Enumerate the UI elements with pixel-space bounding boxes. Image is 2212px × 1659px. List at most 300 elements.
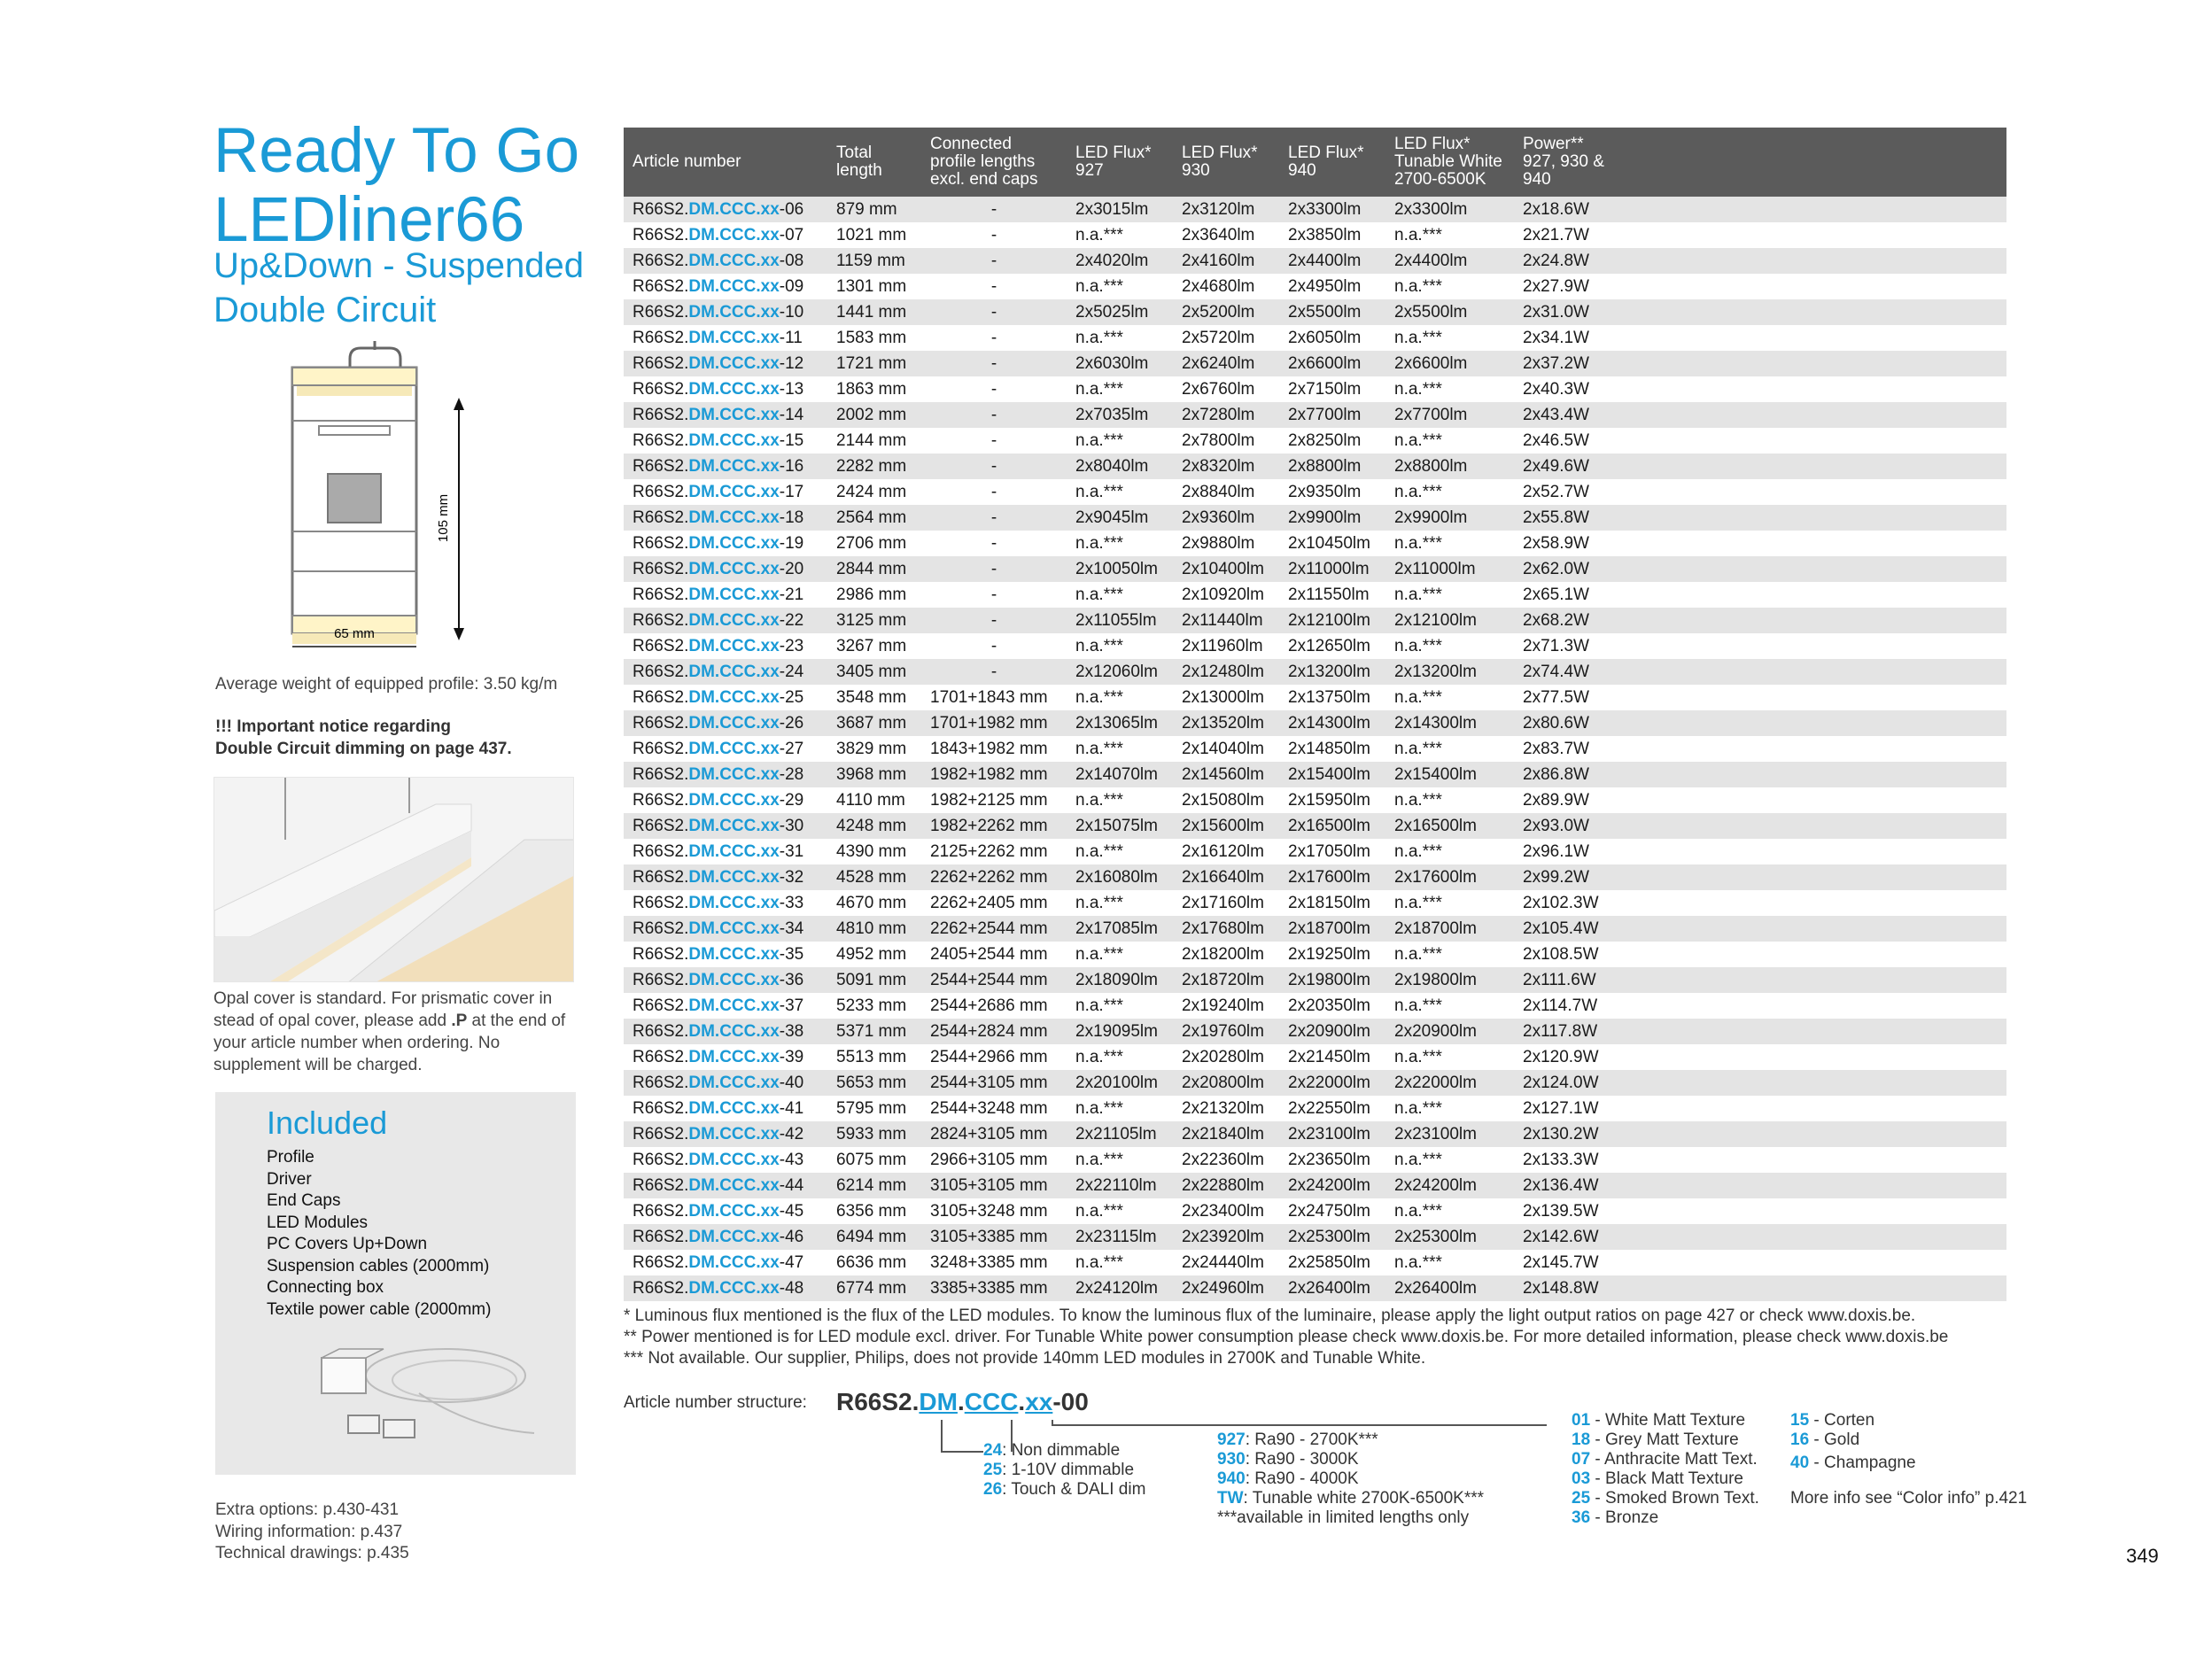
cell-flux-940: 2x3300lm	[1279, 197, 1385, 222]
article-prefix: R66S2.	[633, 1228, 689, 1246]
cell-total-length: 1721 mm	[827, 351, 921, 376]
cell-article-number	[624, 864, 827, 890]
cell-total-length: 1159 mm	[827, 248, 921, 274]
page-number: 349	[2126, 1545, 2159, 1567]
cell-flux-930: 2x11960lm	[1173, 633, 1279, 659]
cell-flux-tunable: 2x20900lm	[1385, 1019, 1514, 1044]
cell-article-number	[624, 428, 827, 454]
article-suffix: -24	[779, 663, 804, 681]
cell-connected-lengths: 2405+2544 mm	[921, 942, 1067, 967]
footnote-power: ** Power mentioned is for LED module excl. driver. For Tunable White power consumption please check www.doxis.be. For more detailed information, please check www.doxis.be	[624, 1328, 1949, 1346]
legend-item: 25: 1-10V dimmable	[983, 1461, 1135, 1479]
cell-flux-927: n.a.***	[1067, 1044, 1173, 1070]
cell-flux-927: 2x11055lm	[1067, 608, 1173, 633]
subtitle-line-2: Double Circuit	[213, 291, 437, 329]
cell-flux-930: 2x18720lm	[1173, 967, 1279, 993]
legend-item: 03 - Black Matt Texture	[1572, 1469, 1743, 1488]
article-suffix: -13	[779, 380, 804, 399]
cell-flux-tunable: n.a.***	[1385, 1147, 1514, 1173]
table-row	[624, 608, 2006, 633]
included-item: LED Modules	[267, 1213, 369, 1232]
cell-flux-940: 2x4950lm	[1279, 274, 1385, 299]
page-title	[213, 117, 603, 255]
cell-flux-927: n.a.***	[1067, 582, 1173, 608]
article-suffix: -10	[779, 303, 804, 322]
article-prefix: R66S2.	[633, 894, 689, 912]
cell-flux-930: 2x9880lm	[1173, 531, 1279, 556]
cell-total-length: 3267 mm	[827, 633, 921, 659]
cell-flux-tunable: n.a.***	[1385, 1250, 1514, 1275]
header-text: profile lengths	[930, 152, 1036, 171]
article-prefix: R66S2.	[633, 406, 689, 424]
article-suffix: -44	[779, 1176, 804, 1195]
cell-flux-930: 2x8320lm	[1173, 454, 1279, 479]
cell-flux-930: 2x13520lm	[1173, 710, 1279, 736]
header-flux-tunable	[1385, 128, 1514, 197]
cell-flux-927: 2x3015lm	[1067, 197, 1173, 222]
included-item: Textile power cable (2000mm)	[267, 1299, 492, 1319]
cell-connected-lengths: 3385+3385 mm	[921, 1275, 1067, 1301]
cell-flux-927: n.a.***	[1067, 325, 1173, 351]
cell-flux-930: 2x4160lm	[1173, 248, 1279, 274]
cell-article-number	[624, 1070, 827, 1096]
article-suffix: -19	[779, 534, 804, 553]
article-code: DM.CCC.xx	[688, 842, 780, 861]
cell-flux-930: 2x10400lm	[1173, 556, 1279, 582]
cell-flux-930: 2x3640lm	[1173, 222, 1279, 248]
code-dot: .	[957, 1388, 965, 1415]
table-row	[624, 1019, 2006, 1044]
accessories-illustration	[313, 1331, 543, 1455]
table-row	[624, 1044, 2006, 1070]
article-suffix: -26	[779, 714, 804, 733]
cell-connected-lengths: -	[921, 556, 1067, 582]
cell-connected-lengths: 1982+1982 mm	[921, 762, 1067, 787]
cell-connected-lengths: 3105+3248 mm	[921, 1198, 1067, 1224]
cell-article-number	[624, 274, 827, 299]
cell-flux-927: n.a.***	[1067, 428, 1173, 454]
more-info[interactable]: More info see “Color info” p.421	[1790, 1489, 2028, 1508]
cell-flux-940: 2x9350lm	[1279, 479, 1385, 505]
cell-connected-lengths: 2262+2544 mm	[921, 916, 1067, 942]
article-suffix: -40	[779, 1074, 804, 1092]
article-code: DM.CCC.xx	[688, 688, 780, 707]
article-suffix: -12	[779, 354, 804, 373]
table-row	[624, 659, 2006, 685]
cell-total-length: 3829 mm	[827, 736, 921, 762]
article-prefix: R66S2.	[633, 1074, 689, 1092]
cell-flux-tunable: 2x12100lm	[1385, 608, 1514, 633]
cell-connected-lengths: 1982+2262 mm	[921, 813, 1067, 839]
article-suffix: -27	[779, 740, 804, 758]
cell-flux-930: 2x15080lm	[1173, 787, 1279, 813]
cell-flux-tunable: n.a.***	[1385, 890, 1514, 916]
code-colour: xx	[1025, 1388, 1053, 1415]
cell-article-number	[624, 839, 827, 864]
cell-flux-930: 2x17160lm	[1173, 890, 1279, 916]
legend-item: 40 - Champagne	[1790, 1454, 1916, 1472]
cell-flux-940: 2x24750lm	[1279, 1198, 1385, 1224]
cell-flux-930: 2x5720lm	[1173, 325, 1279, 351]
article-prefix: R66S2.	[633, 483, 689, 501]
cell-connected-lengths: 2262+2405 mm	[921, 890, 1067, 916]
table-row	[624, 428, 2006, 454]
article-code: DM.CCC.xx	[688, 868, 780, 887]
article-prefix: R66S2.	[633, 252, 689, 270]
cell-flux-940: 2x6050lm	[1279, 325, 1385, 351]
cell-flux-tunable: n.a.***	[1385, 428, 1514, 454]
article-code: DM.CCC.xx	[688, 431, 780, 450]
colour-legend-b	[1790, 1411, 2027, 1508]
article-suffix: -29	[779, 791, 804, 810]
cell-flux-927: n.a.***	[1067, 1250, 1173, 1275]
header-text: excl. end caps	[930, 170, 1038, 189]
article-suffix: -23	[779, 637, 804, 655]
header-text: length	[836, 161, 882, 180]
included-item: Suspension cables (2000mm)	[267, 1256, 490, 1275]
cell-power: 2x145.7W	[1514, 1250, 2006, 1275]
article-code: DM.CCC.xx	[688, 252, 780, 270]
article-suffix: -38	[779, 1022, 804, 1041]
table-row	[624, 762, 2006, 787]
cell-total-length: 5933 mm	[827, 1121, 921, 1147]
cell-power: 2x142.6W	[1514, 1224, 2006, 1250]
cell-flux-930: 2x18200lm	[1173, 942, 1279, 967]
cell-article-number	[624, 351, 827, 376]
cell-flux-tunable: 2x22000lm	[1385, 1070, 1514, 1096]
cell-flux-930: 2x4680lm	[1173, 274, 1279, 299]
cell-total-length: 4110 mm	[827, 787, 921, 813]
cell-connected-lengths: -	[921, 608, 1067, 633]
table-row	[624, 582, 2006, 608]
cell-connected-lengths: -	[921, 248, 1067, 274]
article-prefix: R66S2.	[633, 226, 689, 244]
article-suffix: -07	[779, 226, 804, 244]
article-suffix: -37	[779, 996, 804, 1015]
opal-note-text: Opal cover is standard. For prismatic cover in stead of opal cover, please add	[213, 989, 553, 1030]
dimming-notice	[215, 716, 587, 760]
cell-flux-927: 2x14070lm	[1067, 762, 1173, 787]
cell-flux-927: n.a.***	[1067, 479, 1173, 505]
cell-article-number	[624, 248, 827, 274]
cell-flux-940: 2x17600lm	[1279, 864, 1385, 890]
article-code: DM.CCC.xx	[688, 740, 780, 758]
table-row	[624, 222, 2006, 248]
cell-total-length: 5371 mm	[827, 1019, 921, 1044]
cell-flux-tunable: 2x3300lm	[1385, 197, 1514, 222]
article-code: DM.CCC.xx	[688, 663, 780, 681]
notice-line-1: !!! Important notice regarding	[215, 717, 451, 736]
article-code: DM.CCC.xx	[688, 1022, 780, 1041]
article-prefix: R66S2.	[633, 534, 689, 553]
cell-connected-lengths: -	[921, 376, 1067, 402]
article-prefix: R66S2.	[633, 945, 689, 964]
cell-connected-lengths: 2824+3105 mm	[921, 1121, 1067, 1147]
cell-connected-lengths: 2544+2966 mm	[921, 1044, 1067, 1070]
cell-power: 2x18.6W	[1514, 197, 2006, 222]
cell-flux-940: 2x25850lm	[1279, 1250, 1385, 1275]
article-prefix: R66S2.	[633, 1151, 689, 1169]
article-prefix: R66S2.	[633, 1253, 689, 1272]
cell-article-number	[624, 1019, 827, 1044]
cell-flux-940: 2x20900lm	[1279, 1019, 1385, 1044]
dimming-legend	[983, 1441, 1145, 1500]
cell-article-number	[624, 479, 827, 505]
cell-flux-tunable: n.a.***	[1385, 1044, 1514, 1070]
included-item: Profile	[267, 1148, 314, 1167]
article-suffix: -21	[779, 585, 804, 604]
cell-flux-930: 2x16640lm	[1173, 864, 1279, 890]
cell-flux-930: 2x23920lm	[1173, 1224, 1279, 1250]
cell-connected-lengths: -	[921, 633, 1067, 659]
cell-flux-tunable: n.a.***	[1385, 839, 1514, 864]
cell-flux-tunable: 2x16500lm	[1385, 813, 1514, 839]
table-row	[624, 736, 2006, 762]
article-suffix: -31	[779, 842, 804, 861]
cell-flux-940: 2x23100lm	[1279, 1121, 1385, 1147]
article-code: DM.CCC.xx	[688, 1279, 780, 1298]
cell-flux-940: 2x12650lm	[1279, 633, 1385, 659]
cell-flux-940: 2x21450lm	[1279, 1044, 1385, 1070]
colour-temp-legend	[1217, 1430, 1484, 1528]
cell-total-length: 6356 mm	[827, 1198, 921, 1224]
cell-total-length: 5091 mm	[827, 967, 921, 993]
cell-flux-940: 2x22550lm	[1279, 1096, 1385, 1121]
cell-connected-lengths: -	[921, 197, 1067, 222]
cell-total-length: 3968 mm	[827, 762, 921, 787]
title-line-2: LEDliner66	[213, 185, 525, 255]
cell-connected-lengths: 2966+3105 mm	[921, 1147, 1067, 1173]
cell-flux-940: 2x15400lm	[1279, 762, 1385, 787]
article-code: DM.CCC.xx	[688, 1074, 780, 1092]
cell-flux-927: 2x7035lm	[1067, 402, 1173, 428]
header-length	[827, 128, 921, 197]
header-flux-940	[1279, 128, 1385, 197]
cell-connected-lengths: -	[921, 222, 1067, 248]
article-suffix: -14	[779, 406, 804, 424]
article-prefix: R66S2.	[633, 688, 689, 707]
legend-item: 930: Ra90 - 3000K	[1217, 1450, 1359, 1469]
cell-flux-930: 2x21320lm	[1173, 1096, 1279, 1121]
cell-power: 2x43.4W	[1514, 402, 2006, 428]
cell-flux-940: 2x3850lm	[1279, 222, 1385, 248]
article-suffix: -48	[779, 1279, 804, 1298]
article-suffix: -32	[779, 868, 804, 887]
article-prefix: R66S2.	[633, 996, 689, 1015]
cell-connected-lengths: -	[921, 479, 1067, 505]
cell-article-number	[624, 531, 827, 556]
table-row	[624, 1070, 2006, 1096]
header-flux-930	[1173, 128, 1279, 197]
article-code: DM.CCC.xx	[688, 791, 780, 810]
article-suffix: -47	[779, 1253, 804, 1272]
cell-power: 2x80.6W	[1514, 710, 2006, 736]
article-suffix: -39	[779, 1048, 804, 1066]
cell-flux-tunable: n.a.***	[1385, 274, 1514, 299]
legend-item: 15 - Corten	[1790, 1411, 1875, 1430]
article-prefix: R66S2.	[633, 329, 689, 347]
cell-flux-927: 2x8040lm	[1067, 454, 1173, 479]
cell-flux-927: 2x21105lm	[1067, 1121, 1173, 1147]
cell-article-number	[624, 762, 827, 787]
article-prefix: R66S2.	[633, 1125, 689, 1143]
article-prefix: R66S2.	[633, 585, 689, 604]
spec-table-body	[624, 197, 2006, 1301]
cell-total-length: 2986 mm	[827, 582, 921, 608]
cell-flux-927: 2x16080lm	[1067, 864, 1173, 890]
header-text: Total	[836, 143, 873, 162]
subtitle-line-1: Up&Down - Suspended	[213, 246, 585, 285]
cell-flux-tunable: 2x24200lm	[1385, 1173, 1514, 1198]
extra-options-link[interactable]: Extra options: p.430-431	[215, 1500, 400, 1519]
table-row	[624, 813, 2006, 839]
cell-article-number	[624, 736, 827, 762]
table-row	[624, 531, 2006, 556]
cell-article-number	[624, 325, 827, 351]
cell-power: 2x62.0W	[1514, 556, 2006, 582]
article-suffix: -34	[779, 919, 804, 938]
cell-flux-930: 2x21840lm	[1173, 1121, 1279, 1147]
header-text: LED Flux*	[1394, 135, 1471, 153]
article-suffix: -09	[779, 277, 804, 296]
cell-flux-940: 2x26400lm	[1279, 1275, 1385, 1301]
cell-power: 2x52.7W	[1514, 479, 2006, 505]
article-code: DM.CCC.xx	[688, 585, 780, 604]
cell-flux-927: 2x15075lm	[1067, 813, 1173, 839]
luminaire-illustration	[214, 778, 574, 982]
article-suffix: -36	[779, 971, 804, 989]
article-code: DM.CCC.xx	[688, 945, 780, 964]
cell-flux-927: n.a.***	[1067, 1198, 1173, 1224]
header-text: 930	[1182, 161, 1210, 180]
cell-flux-927: 2x6030lm	[1067, 351, 1173, 376]
included-title: Included	[267, 1105, 388, 1141]
header-text: 927	[1075, 161, 1104, 180]
legend-item: 927: Ra90 - 2700K***	[1217, 1430, 1378, 1449]
cell-article-number	[624, 454, 827, 479]
cell-total-length: 1583 mm	[827, 325, 921, 351]
article-prefix: R66S2.	[633, 611, 689, 630]
cell-connected-lengths: -	[921, 582, 1067, 608]
article-suffix: -08	[779, 252, 804, 270]
cell-flux-930: 2x10920lm	[1173, 582, 1279, 608]
cell-flux-927: n.a.***	[1067, 274, 1173, 299]
diagram-width-label: 65 mm	[334, 626, 375, 641]
cell-flux-927: n.a.***	[1067, 736, 1173, 762]
article-code: DM.CCC.xx	[688, 483, 780, 501]
article-code: DM.CCC.xx	[688, 919, 780, 938]
cell-flux-tunable: 2x17600lm	[1385, 864, 1514, 890]
technical-drawings-link[interactable]: Technical drawings: p.435	[215, 1544, 409, 1562]
header-text: 927, 930 &	[1523, 152, 1604, 171]
cell-total-length: 1441 mm	[827, 299, 921, 325]
cell-flux-tunable: 2x13200lm	[1385, 659, 1514, 685]
page-subtitle	[213, 244, 621, 332]
colour-legend-a	[1572, 1411, 1759, 1528]
cell-power: 2x86.8W	[1514, 762, 2006, 787]
cell-article-number	[624, 813, 827, 839]
article-code: DM.CCC.xx	[688, 637, 780, 655]
cell-flux-tunable: 2x4400lm	[1385, 248, 1514, 274]
cell-power: 2x58.9W	[1514, 531, 2006, 556]
header-text: LED Flux*	[1288, 143, 1364, 162]
wiring-info-link[interactable]: Wiring information: p.437	[215, 1522, 403, 1541]
cell-flux-tunable: 2x5500lm	[1385, 299, 1514, 325]
cell-flux-927: n.a.***	[1067, 839, 1173, 864]
cell-flux-tunable: n.a.***	[1385, 1198, 1514, 1224]
header-text: LED Flux*	[1075, 143, 1152, 162]
cell-connected-lengths: 3248+3385 mm	[921, 1250, 1067, 1275]
cell-flux-930: 2x20280lm	[1173, 1044, 1279, 1070]
table-row	[624, 454, 2006, 479]
cell-flux-tunable: n.a.***	[1385, 787, 1514, 813]
article-suffix: -20	[779, 560, 804, 578]
cell-article-number	[624, 222, 827, 248]
table-row	[624, 787, 2006, 813]
legend-item: 01 - White Matt Texture	[1572, 1411, 1746, 1430]
average-weight: Average weight of equipped profile: 3.50 kg/m	[215, 675, 558, 694]
cell-flux-940: 2x16500lm	[1279, 813, 1385, 839]
cell-total-length: 6075 mm	[827, 1147, 921, 1173]
article-prefix: R66S2.	[633, 1279, 689, 1298]
cell-connected-lengths: -	[921, 428, 1067, 454]
cell-flux-927: 2x18090lm	[1067, 967, 1173, 993]
cell-power: 2x130.2W	[1514, 1121, 2006, 1147]
cell-flux-930: 2x24440lm	[1173, 1250, 1279, 1275]
cell-flux-930: 2x22880lm	[1173, 1173, 1279, 1198]
cell-total-length: 4390 mm	[827, 839, 921, 864]
cell-power: 2x124.0W	[1514, 1070, 2006, 1096]
cell-article-number	[624, 1044, 827, 1070]
header-article-text: Article number	[633, 152, 741, 171]
article-suffix: -11	[779, 329, 803, 347]
cell-flux-927: 2x19095lm	[1067, 1019, 1173, 1044]
cell-article-number	[624, 197, 827, 222]
article-prefix: R66S2.	[633, 765, 689, 784]
legend-item: 26: Touch & DALI dim	[983, 1480, 1146, 1499]
cell-flux-940: 2x8800lm	[1279, 454, 1385, 479]
cell-article-number	[624, 967, 827, 993]
cell-power: 2x93.0W	[1514, 813, 2006, 839]
cell-connected-lengths: 3105+3105 mm	[921, 1173, 1067, 1198]
cell-flux-930: 2x9360lm	[1173, 505, 1279, 531]
code-colour-temp: CCC	[964, 1388, 1019, 1415]
article-prefix: R66S2.	[633, 303, 689, 322]
article-prefix: R66S2.	[633, 791, 689, 810]
cell-power: 2x105.4W	[1514, 916, 2006, 942]
table-row	[624, 1275, 2006, 1301]
cell-connected-lengths: 2544+2824 mm	[921, 1019, 1067, 1044]
cell-article-number	[624, 633, 827, 659]
article-prefix: R66S2.	[633, 817, 689, 835]
table-row	[624, 967, 2006, 993]
header-flux-927	[1067, 128, 1173, 197]
cell-flux-940: 2x14850lm	[1279, 736, 1385, 762]
article-code: DM.CCC.xx	[688, 996, 780, 1015]
cell-flux-927: n.a.***	[1067, 942, 1173, 967]
article-prefix: R66S2.	[633, 277, 689, 296]
cell-connected-lengths: 1701+1843 mm	[921, 685, 1067, 710]
article-number-structure	[624, 1386, 2130, 1546]
table-row	[624, 1198, 2006, 1224]
article-code: DM.CCC.xx	[688, 1048, 780, 1066]
cell-flux-940: 2x7700lm	[1279, 402, 1385, 428]
cell-total-length: 4810 mm	[827, 916, 921, 942]
legend-item: 940: Ra90 - 4000K	[1217, 1469, 1359, 1488]
code-length: -00	[1052, 1388, 1089, 1415]
cell-power: 2x114.7W	[1514, 993, 2006, 1019]
cell-flux-927: 2x9045lm	[1067, 505, 1173, 531]
